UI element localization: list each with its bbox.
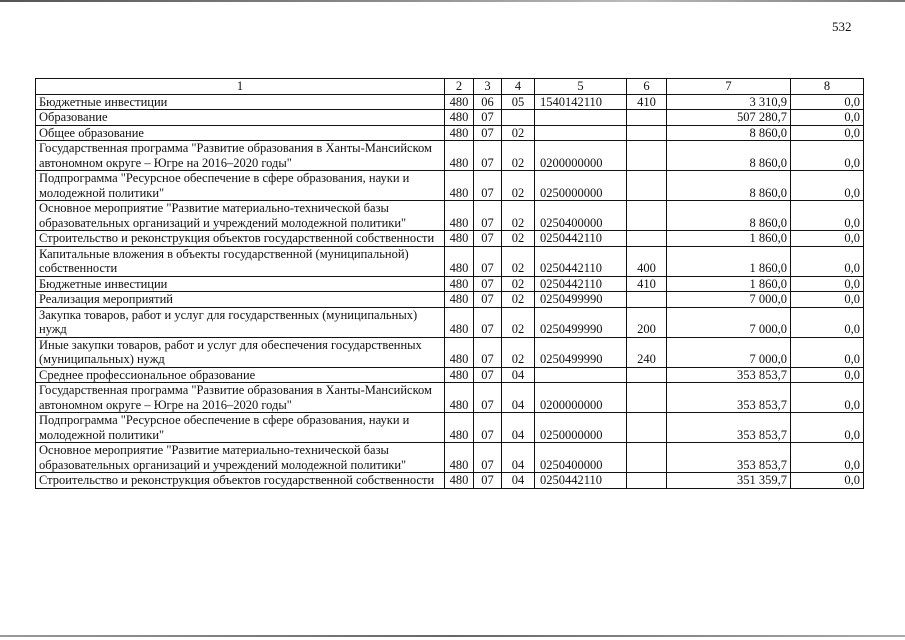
code-section: 07 [474, 292, 502, 308]
code-section: 06 [474, 94, 502, 110]
column-header: 4 [502, 79, 535, 95]
amount: 8 860,0 [667, 171, 791, 201]
code-target-article: 0250000000 [535, 413, 627, 443]
amount-change: 0,0 [791, 125, 864, 141]
amount: 1 860,0 [667, 276, 791, 292]
amount: 353 853,7 [667, 367, 791, 383]
code-expense-type [627, 110, 667, 126]
code-target-article: 0250442110 [535, 276, 627, 292]
table-row [36, 337, 864, 367]
code-admin: 480 [445, 246, 474, 276]
row-label: Среднее профессиональное образование [36, 367, 445, 383]
table-row [36, 94, 864, 110]
code-expense-type [627, 201, 667, 231]
row-label: Общее образование [36, 125, 445, 141]
code-section: 07 [474, 110, 502, 126]
row-label: Основное мероприятие "Развитие материально-технической базы образовательных организаций и учреждений молодежной политики" [36, 201, 445, 231]
table-row [36, 307, 864, 337]
amount: 7 000,0 [667, 292, 791, 308]
code-subsection: 02 [502, 201, 535, 231]
table-row [36, 473, 864, 489]
code-subsection: 02 [502, 125, 535, 141]
amount-change: 0,0 [791, 246, 864, 276]
code-target-article: 0250442110 [535, 473, 627, 489]
code-expense-type [627, 367, 667, 383]
row-label: Бюджетные инвестиции [36, 276, 445, 292]
table-row [36, 383, 864, 413]
row-label: Подпрограмма "Ресурсное обеспечение в сфере образования, науки и молодежной политики" [36, 171, 445, 201]
code-admin: 480 [445, 367, 474, 383]
row-label: Государственная программа "Развитие образования в Ханты-Мансийском автономном округе – Югре на 2016–2020 годы" [36, 383, 445, 413]
code-target-article: 0250499990 [535, 292, 627, 308]
code-target-article: 0200000000 [535, 141, 627, 171]
code-target-article: 0250442110 [535, 231, 627, 247]
code-subsection [502, 110, 535, 126]
amount-change: 0,0 [791, 443, 864, 473]
code-target-article: 0200000000 [535, 383, 627, 413]
table-row [36, 292, 864, 308]
code-section: 07 [474, 141, 502, 171]
code-expense-type: 400 [627, 246, 667, 276]
amount: 1 860,0 [667, 231, 791, 247]
amount: 507 280,7 [667, 110, 791, 126]
code-expense-type [627, 413, 667, 443]
row-label: Закупка товаров, работ и услуг для государственных (муниципальных) нужд [36, 307, 445, 337]
table-row [36, 171, 864, 201]
amount-change: 0,0 [791, 110, 864, 126]
code-expense-type [627, 473, 667, 489]
amount-change: 0,0 [791, 276, 864, 292]
amount-change: 0,0 [791, 231, 864, 247]
code-subsection: 02 [502, 171, 535, 201]
row-label: Строительство и реконструкция объектов государственной собственности [36, 231, 445, 247]
code-admin: 480 [445, 94, 474, 110]
amount: 1 860,0 [667, 246, 791, 276]
amount: 353 853,7 [667, 413, 791, 443]
code-admin: 480 [445, 337, 474, 367]
row-label: Бюджетные инвестиции [36, 94, 445, 110]
code-section: 07 [474, 307, 502, 337]
amount-change: 0,0 [791, 473, 864, 489]
code-target-article: 0250442110 [535, 246, 627, 276]
code-admin: 480 [445, 171, 474, 201]
code-admin: 480 [445, 383, 474, 413]
amount-change: 0,0 [791, 413, 864, 443]
code-subsection: 02 [502, 292, 535, 308]
code-subsection: 04 [502, 443, 535, 473]
row-label: Основное мероприятие "Развитие материально-технической базы образовательных организаций и учреждений молодежной политики" [36, 443, 445, 473]
column-header: 5 [535, 79, 627, 95]
code-expense-type [627, 443, 667, 473]
amount: 353 853,7 [667, 443, 791, 473]
amount: 8 860,0 [667, 141, 791, 171]
code-target-article: 0250400000 [535, 443, 627, 473]
table-row [36, 443, 864, 473]
code-expense-type: 240 [627, 337, 667, 367]
amount: 353 853,7 [667, 383, 791, 413]
amount-change: 0,0 [791, 292, 864, 308]
column-header: 2 [445, 79, 474, 95]
table-row [36, 125, 864, 141]
row-label: Реализация мероприятий [36, 292, 445, 308]
row-label: Иные закупки товаров, работ и услуг для обеспечения государственных (муниципальных) нужд [36, 337, 445, 367]
code-subsection: 02 [502, 307, 535, 337]
page-number: 532 [832, 19, 852, 34]
code-target-article [535, 125, 627, 141]
code-section: 07 [474, 473, 502, 489]
code-target-article: 0250000000 [535, 171, 627, 201]
code-section: 07 [474, 383, 502, 413]
code-expense-type [627, 125, 667, 141]
table-body [36, 79, 864, 489]
code-subsection: 05 [502, 94, 535, 110]
table-row [36, 246, 864, 276]
code-admin: 480 [445, 110, 474, 126]
row-label: Государственная программа "Развитие образования в Ханты-Мансийском автономном округе – Югре на 2016–2020 годы" [36, 141, 445, 171]
amount: 3 310,9 [667, 94, 791, 110]
code-admin: 480 [445, 292, 474, 308]
amount: 351 359,7 [667, 473, 791, 489]
code-admin: 480 [445, 443, 474, 473]
column-header: 8 [791, 79, 864, 95]
code-subsection: 04 [502, 383, 535, 413]
code-admin: 480 [445, 473, 474, 489]
amount-change: 0,0 [791, 141, 864, 171]
amount-change: 0,0 [791, 367, 864, 383]
table-row [36, 231, 864, 247]
code-section: 07 [474, 443, 502, 473]
amount-change: 0,0 [791, 307, 864, 337]
code-expense-type [627, 171, 667, 201]
code-expense-type [627, 141, 667, 171]
code-target-article: 0250499990 [535, 307, 627, 337]
code-section: 07 [474, 125, 502, 141]
column-header: 7 [667, 79, 791, 95]
row-label: Образование [36, 110, 445, 126]
code-target-article: 0250400000 [535, 201, 627, 231]
code-admin: 480 [445, 141, 474, 171]
amount: 8 860,0 [667, 125, 791, 141]
budget-table [35, 78, 864, 489]
code-subsection: 02 [502, 231, 535, 247]
column-header: 6 [627, 79, 667, 95]
table-row [36, 141, 864, 171]
code-admin: 480 [445, 413, 474, 443]
scan-edge-bottom [0, 635, 905, 637]
code-section: 07 [474, 201, 502, 231]
column-header: 1 [36, 79, 445, 95]
code-expense-type [627, 292, 667, 308]
code-section: 07 [474, 276, 502, 292]
amount-change: 0,0 [791, 94, 864, 110]
table-row [36, 413, 864, 443]
table-row [36, 110, 864, 126]
table-row [36, 276, 864, 292]
code-section: 07 [474, 367, 502, 383]
code-section: 07 [474, 246, 502, 276]
code-expense-type [627, 231, 667, 247]
code-section: 07 [474, 171, 502, 201]
code-target-article [535, 367, 627, 383]
code-subsection: 02 [502, 246, 535, 276]
table-row [36, 201, 864, 231]
code-target-article: 0250499990 [535, 337, 627, 367]
column-header: 3 [474, 79, 502, 95]
scan-edge-top [0, 0, 905, 2]
code-expense-type: 200 [627, 307, 667, 337]
code-admin: 480 [445, 276, 474, 292]
code-section: 07 [474, 413, 502, 443]
code-section: 07 [474, 231, 502, 247]
table-row [36, 367, 864, 383]
code-subsection: 02 [502, 276, 535, 292]
code-expense-type: 410 [627, 276, 667, 292]
code-admin: 480 [445, 125, 474, 141]
code-target-article [535, 110, 627, 126]
amount: 8 860,0 [667, 201, 791, 231]
row-label: Капитальные вложения в объекты государственной (муниципальной) собственности [36, 246, 445, 276]
code-subsection: 04 [502, 367, 535, 383]
row-label: Строительство и реконструкция объектов государственной собственности [36, 473, 445, 489]
amount: 7 000,0 [667, 337, 791, 367]
code-expense-type [627, 383, 667, 413]
code-admin: 480 [445, 307, 474, 337]
amount-change: 0,0 [791, 171, 864, 201]
code-admin: 480 [445, 231, 474, 247]
code-target-article: 1540142110 [535, 94, 627, 110]
amount: 7 000,0 [667, 307, 791, 337]
code-subsection: 02 [502, 141, 535, 171]
table-header-row [36, 79, 864, 95]
amount-change: 0,0 [791, 337, 864, 367]
code-subsection: 04 [502, 413, 535, 443]
amount-change: 0,0 [791, 383, 864, 413]
code-section: 07 [474, 337, 502, 367]
code-expense-type: 410 [627, 94, 667, 110]
amount-change: 0,0 [791, 201, 864, 231]
code-subsection: 04 [502, 473, 535, 489]
code-admin: 480 [445, 201, 474, 231]
code-subsection: 02 [502, 337, 535, 367]
row-label: Подпрограмма "Ресурсное обеспечение в сфере образования, науки и молодежной политики" [36, 413, 445, 443]
